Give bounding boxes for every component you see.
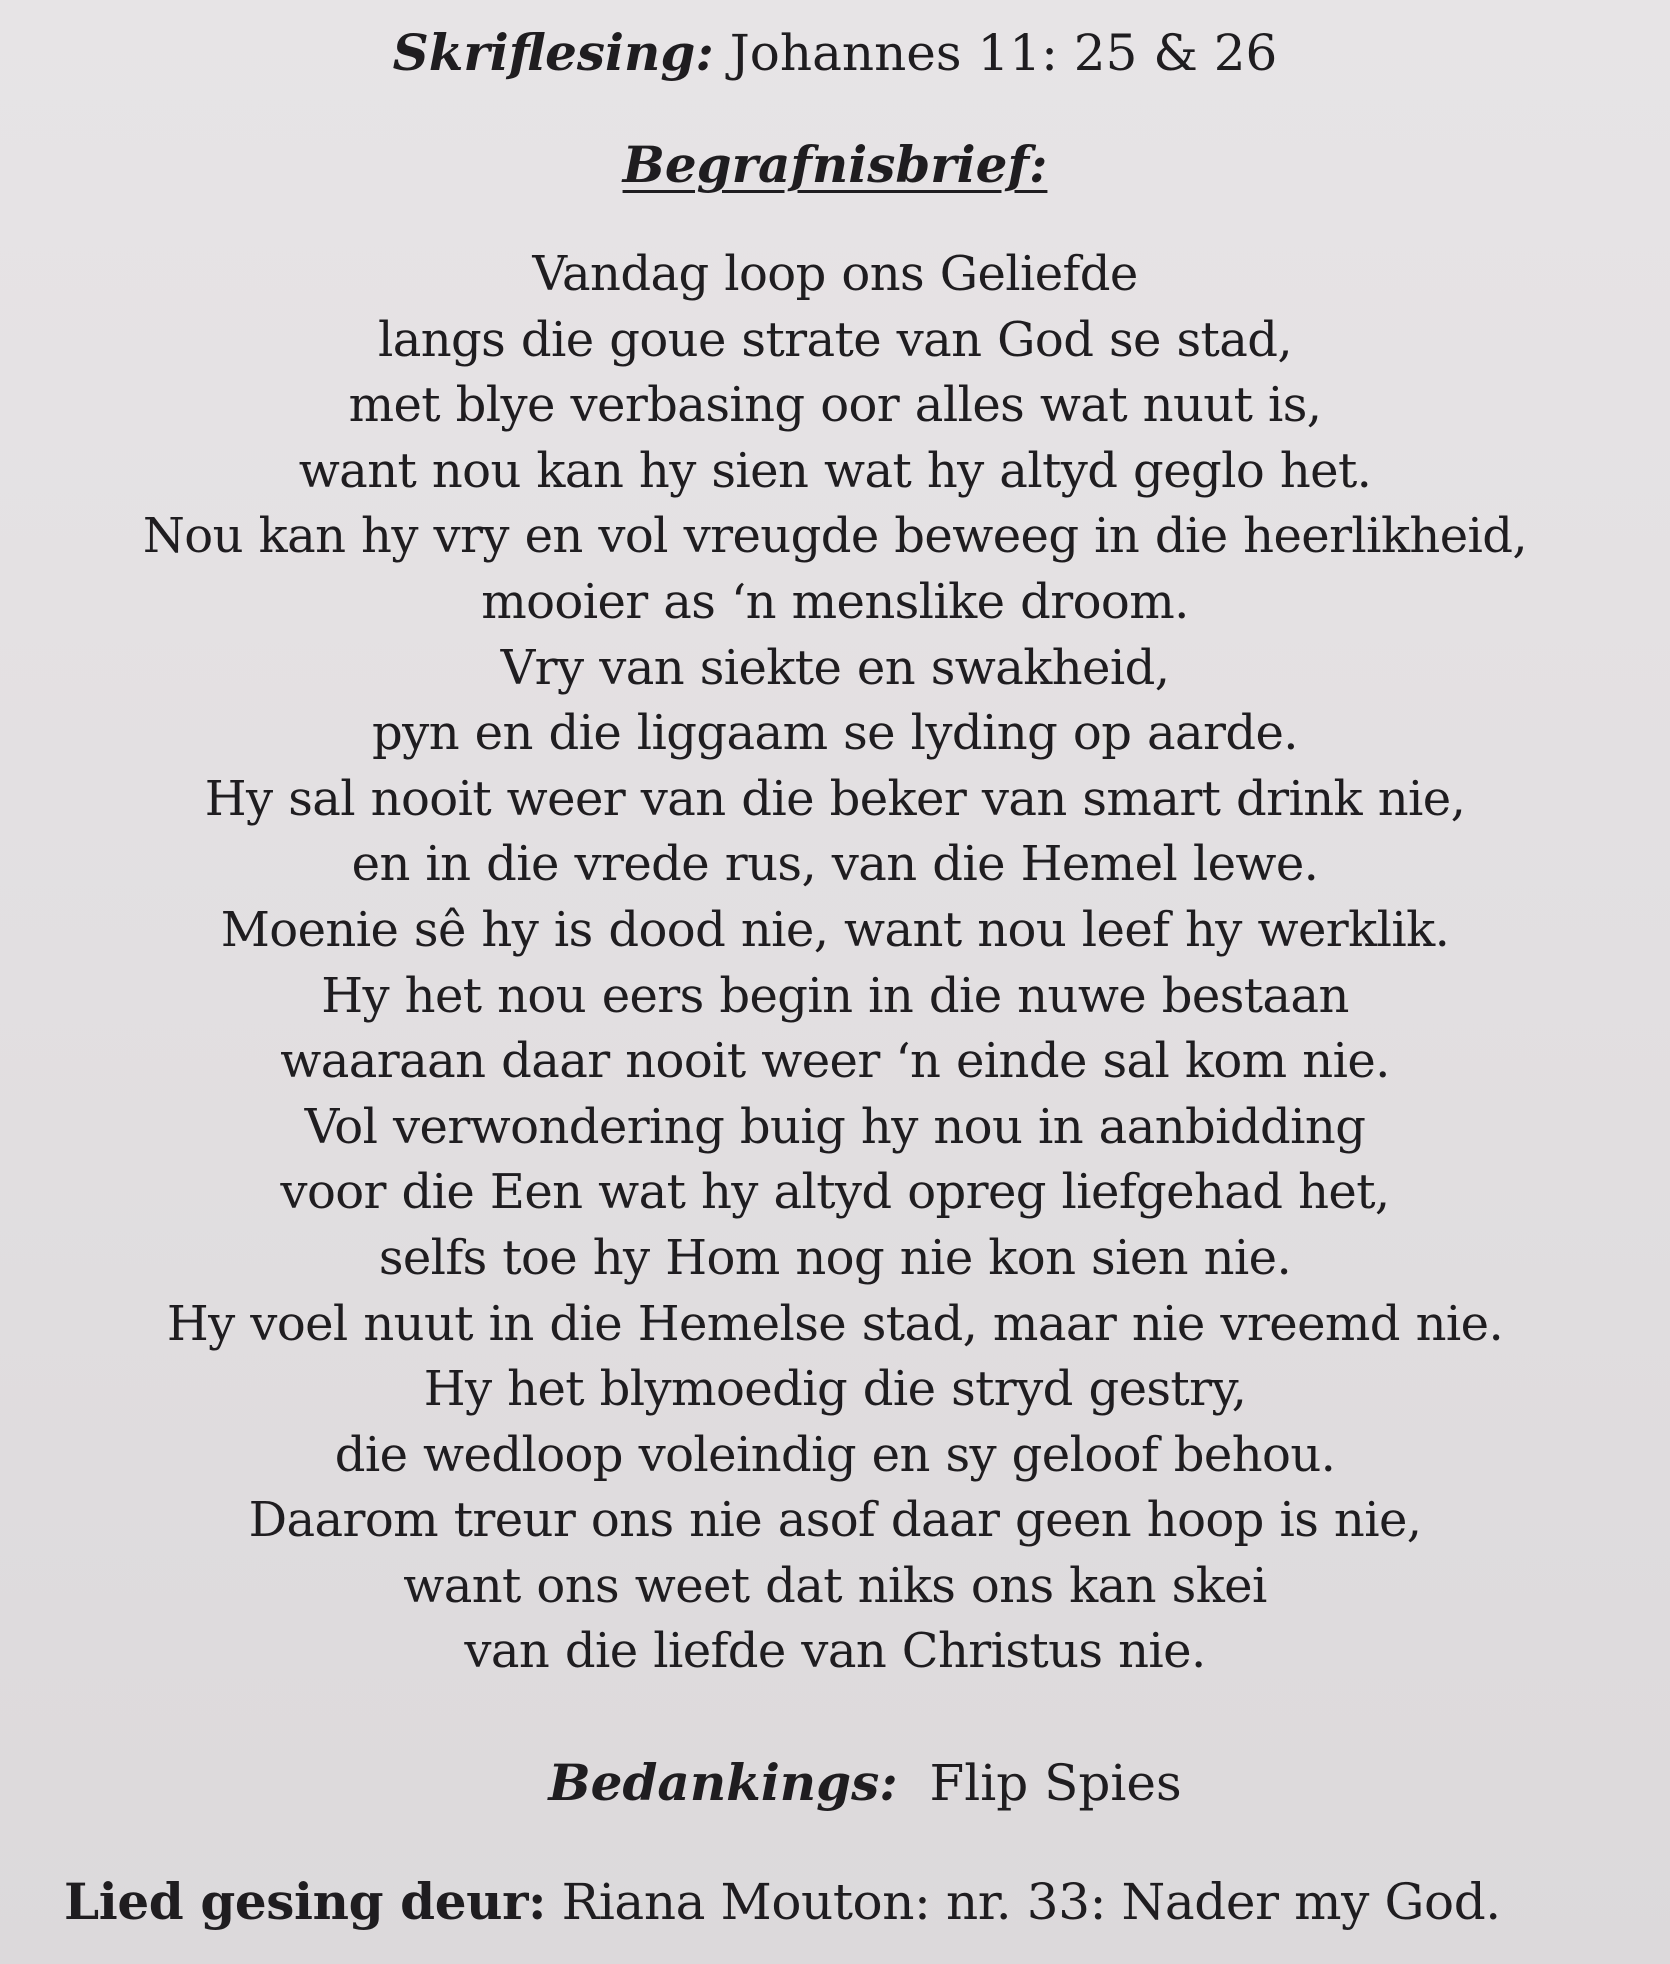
song-label: Lied gesing deur:: [64, 1872, 547, 1931]
poem-line: pyn en die liggaam se lyding op aarde.: [372, 705, 1298, 762]
poem-line: Vry van siekte en swakheid,: [500, 639, 1170, 696]
poem-line: Nou kan hy vry en vol vreugde beweeg in die heerlikheid,: [142, 508, 1528, 565]
poem-line: want ons weet dat niks ons kan skei: [403, 1557, 1267, 1614]
poem-line: langs die goue strate van God se stad,: [377, 311, 1293, 368]
scripture-reading-label: Skriflesing:: [392, 23, 714, 82]
poem-line: Moenie sê hy is dood nie, want nou leef hy werklik.: [220, 901, 1450, 958]
poem-line: en in die vrede rus, van die Hemel lewe.: [351, 836, 1319, 893]
song-value: Riana Mouton: nr. 33: Nader my God.: [561, 1873, 1501, 1931]
poem-line: Hy voel nuut in die Hemelse stad, maar nie vreemd nie.: [166, 1295, 1504, 1352]
funeral-letter-poem: [0, 242, 1670, 1685]
poem-line: selfs toe hy Hom nog nie kon sien nie.: [378, 1229, 1292, 1286]
poem-line: Hy het blymoedig die stryd gestry,: [423, 1361, 1247, 1418]
poem-line: mooier as ‘n menslike droom.: [481, 573, 1189, 630]
funeral-letter-heading: Begrafnisbrief:: [622, 135, 1048, 194]
poem-line: Daarom treur ons nie asof daar geen hoop is nie,: [248, 1492, 1422, 1549]
poem-line: want nou kan hy sien wat hy altyd geglo het.: [298, 442, 1372, 499]
song-performed: [64, 1867, 1501, 1937]
scripture-reading-value: Johannes 11: 25 & 26: [729, 24, 1278, 82]
poem-line: waaraan daar nooit weer ‘n einde sal kom nie.: [280, 1033, 1390, 1090]
poem-line: Hy het nou eers begin in die nuwe bestaan: [321, 967, 1349, 1024]
poem-line: Vandag loop ons Geliefde: [532, 246, 1138, 302]
poem-line: met blye verbasing oor alles wat nuut is,: [348, 377, 1322, 434]
poem-line: Hy sal nooit weer van die beker van smart drink nie,: [204, 770, 1466, 827]
poem-line: van die liefde van Christus nie.: [464, 1623, 1206, 1680]
acknowledgements-value: Flip Spies: [929, 1754, 1182, 1812]
poem-line: die wedloop voleindig en sy geloof behou.: [334, 1426, 1336, 1483]
poem-line: voor die Een wat hy altyd opreg liefgehad het,: [280, 1164, 1390, 1221]
acknowledgements-label: Bedankings:: [548, 1753, 898, 1812]
poem-line: Vol verwondering buig hy nou in aanbidding: [304, 1098, 1366, 1155]
acknowledgements: [30, 1748, 1670, 1818]
scripture-reading: [0, 18, 1670, 88]
